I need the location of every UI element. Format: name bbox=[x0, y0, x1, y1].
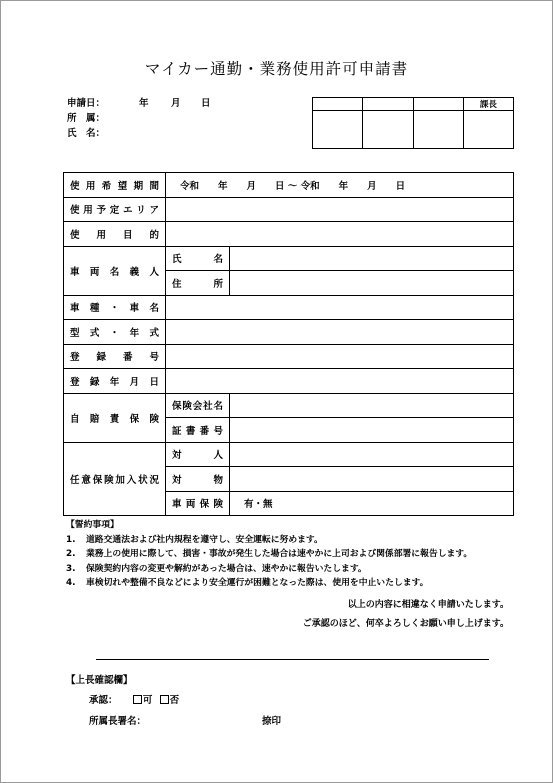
supervisor-heading: 【上長確認欄】 bbox=[66, 675, 133, 686]
application-form-table bbox=[63, 172, 514, 516]
owner-address-field[interactable] bbox=[230, 271, 514, 296]
owner-label: 車両名義人 bbox=[64, 246, 166, 295]
cert-no-field[interactable] bbox=[230, 418, 514, 443]
approve-checkbox[interactable] bbox=[133, 695, 142, 704]
optional-insurance-label: 任意保険加入状況 bbox=[64, 442, 166, 516]
approval-stamp-table bbox=[312, 97, 514, 149]
pledge-item-text: 道路交通法および社内規程を遵守し、安全運転に努めます。 bbox=[86, 534, 323, 545]
approval-row bbox=[89, 692, 179, 706]
stamp-box-manager[interactable] bbox=[463, 111, 513, 149]
reject-checkbox[interactable] bbox=[160, 695, 169, 704]
reg-no-label: 登録番号 bbox=[64, 344, 166, 369]
stamp-header-1 bbox=[313, 98, 363, 111]
pledge-item-text: 車検切れや整備不良などにより安全運行が困難となった際は、使用を中止いたします。 bbox=[86, 578, 429, 589]
pledge-item bbox=[66, 562, 472, 577]
bodily-injury-field[interactable] bbox=[230, 442, 514, 467]
owner-address-label: 住所 bbox=[166, 271, 230, 296]
purpose-field[interactable] bbox=[166, 222, 514, 247]
seal-label: 捺印 bbox=[262, 716, 282, 727]
pledge-item-number: 1. bbox=[66, 534, 76, 545]
type-year-label: 型式・年式 bbox=[64, 320, 166, 345]
stamp-header-manager: 課長 bbox=[463, 98, 513, 111]
pledge-item-number: 3. bbox=[66, 563, 76, 574]
cert-no-label: 証書番号 bbox=[166, 418, 230, 443]
stamp-box-3[interactable] bbox=[413, 111, 463, 149]
period-field[interactable]: 令和 年 月 日 ～ 令和 年 月 日 bbox=[166, 173, 514, 198]
signature-label: 所属長署名： bbox=[89, 716, 147, 727]
bodily-injury-label: 対人 bbox=[166, 442, 230, 467]
model-label: 車種・車名 bbox=[64, 295, 166, 320]
period-label: 使用希望期間 bbox=[64, 173, 166, 198]
vehicle-insurance-field[interactable]: 有・無 bbox=[230, 491, 514, 516]
closing-statement: 以上の内容に相違なく申請いたします。 bbox=[347, 600, 509, 610]
compulsory-insurance-label: 自賠責保険 bbox=[64, 393, 166, 442]
pledge-item bbox=[66, 576, 472, 591]
property-damage-label: 対物 bbox=[166, 467, 230, 492]
insurer-label: 保険会社名 bbox=[166, 393, 230, 418]
name-label: 氏 名： bbox=[67, 128, 106, 139]
pledge-section bbox=[66, 518, 472, 591]
property-damage-field[interactable] bbox=[230, 467, 514, 492]
insurer-field[interactable] bbox=[230, 393, 514, 418]
type-year-field[interactable] bbox=[166, 320, 514, 345]
reg-date-label: 登録年月日 bbox=[64, 369, 166, 394]
application-date-label: 申請日： bbox=[67, 98, 106, 109]
form-title: マイカー通勤・業務使用許可申請書 bbox=[144, 60, 409, 78]
reject-option-label: 否 bbox=[169, 695, 180, 706]
pledge-heading: 【誓約事項】 bbox=[66, 520, 119, 530]
closing-request: ご承認のほど、何卒よろしくお願い申し上げます。 bbox=[302, 619, 509, 629]
reg-date-field[interactable] bbox=[166, 369, 514, 394]
area-label: 使用予定エリア bbox=[64, 197, 166, 222]
date-month: 月 bbox=[171, 98, 181, 109]
date-day: 日 bbox=[201, 98, 211, 109]
pledge-item-text: 保険契約内容の変更や解約があった場合は、速やかに報告いたします。 bbox=[86, 563, 367, 574]
owner-name-label: 氏名 bbox=[166, 246, 230, 271]
approve-option-label: 可 bbox=[142, 695, 153, 706]
model-field[interactable] bbox=[166, 295, 514, 320]
stamp-box-2[interactable] bbox=[363, 111, 413, 149]
department-label: 所 属： bbox=[67, 113, 106, 124]
pledge-item-text: 業務上の使用に際して、損害・事故が発生した場合は速やかに上司および関係部署に報告します。 bbox=[86, 549, 473, 560]
pledge-item-number: 4. bbox=[66, 578, 76, 589]
stamp-box-1[interactable] bbox=[313, 111, 363, 149]
stamp-header-2 bbox=[363, 98, 413, 111]
owner-name-field[interactable] bbox=[230, 246, 514, 271]
purpose-label: 使用目的 bbox=[64, 222, 166, 247]
stamp-header-3 bbox=[413, 98, 463, 111]
vehicle-insurance-label: 車両保険 bbox=[166, 491, 230, 516]
date-year: 年 bbox=[139, 98, 149, 109]
reg-no-field[interactable] bbox=[166, 344, 514, 369]
pledge-item bbox=[66, 533, 472, 548]
separator-line bbox=[96, 659, 489, 660]
pledge-item bbox=[66, 547, 472, 562]
area-field[interactable] bbox=[166, 197, 514, 222]
pledge-item-number: 2. bbox=[66, 549, 76, 560]
approval-label: 承認： bbox=[89, 695, 118, 706]
